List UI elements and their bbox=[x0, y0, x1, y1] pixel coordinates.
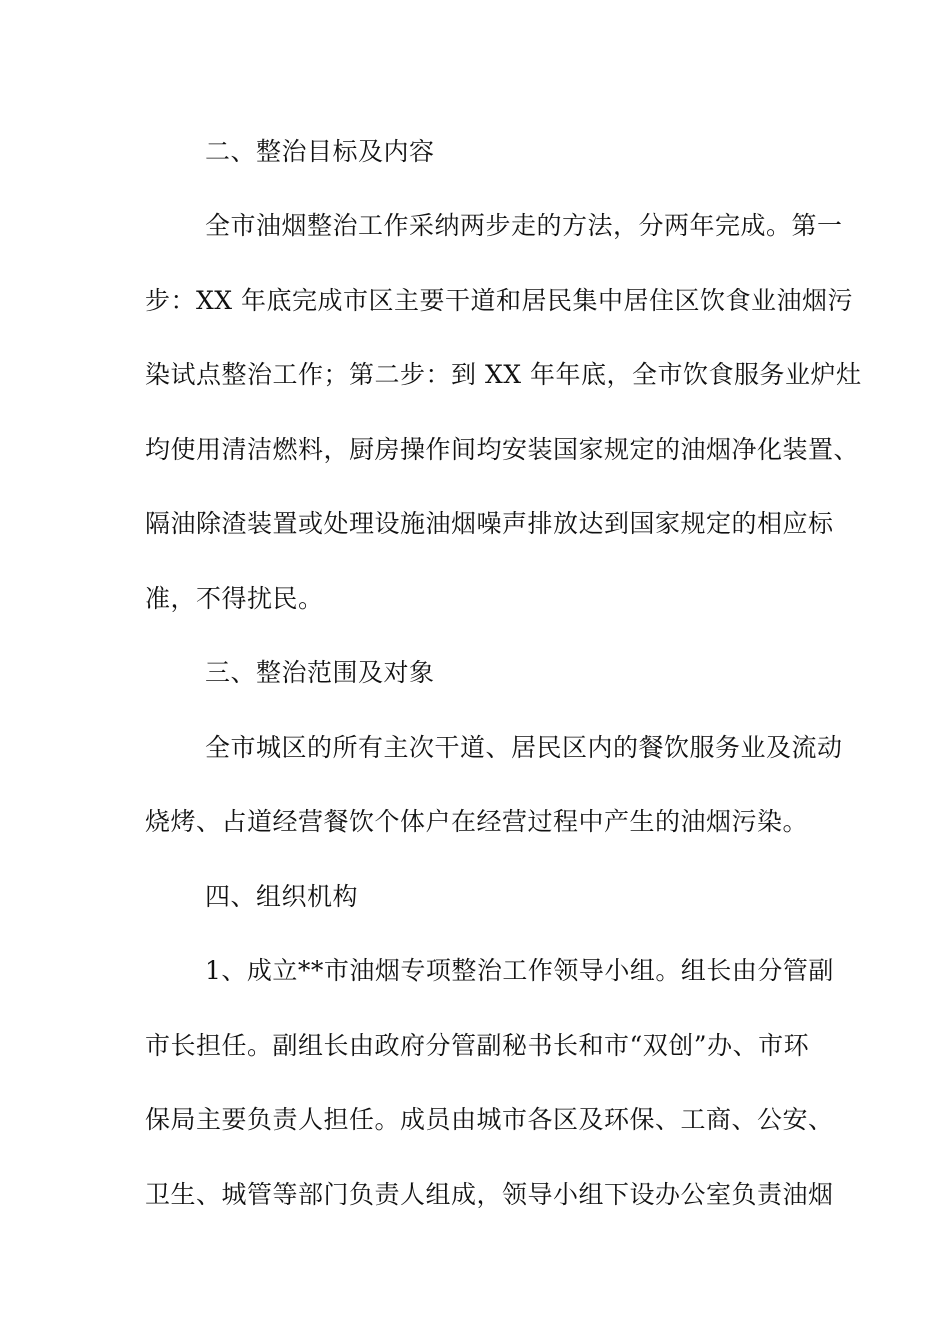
section-heading-3: 三、整治范围及对象 bbox=[205, 658, 435, 687]
paragraph-line: 步：XX 年底完成市区主要干道和居民集中居住区饮食业油烟污 bbox=[145, 286, 854, 315]
paragraph-line: 1、成立**市油烟专项整治工作领导小组。组长由分管副 bbox=[205, 956, 834, 985]
paragraph-line: 烧烤、占道经营餐饮个体户在经营过程中产生的油烟污染。 bbox=[145, 807, 809, 836]
paragraph-line: 保局主要负责人担任。成员由城市各区及环保、工商、公安、 bbox=[145, 1105, 834, 1134]
paragraph-line: 市长担任。副组长由政府分管副秘书长和市“双创”办、市环 bbox=[145, 1031, 810, 1060]
paragraph-line: 均使用清洁燃料，厨房操作间均安装国家规定的油烟净化装置、 bbox=[145, 435, 860, 464]
paragraph-line: 全市油烟整治工作采纳两步走的方法，分两年完成。第一 bbox=[205, 211, 843, 240]
paragraph-line: 隔油除渣装置或处理设施油烟噪声排放达到国家规定的相应标 bbox=[145, 509, 834, 538]
section-heading-4: 四、组织机构 bbox=[205, 882, 359, 911]
paragraph-line: 卫生、城管等部门负责人组成，领导小组下设办公室负责油烟 bbox=[145, 1180, 834, 1209]
section-heading-2: 二、整治目标及内容 bbox=[205, 137, 435, 166]
paragraph-line: 全市城区的所有主次干道、居民区内的餐饮服务业及流动 bbox=[205, 733, 843, 762]
paragraph-line: 染试点整治工作；第二步：到 XX 年年底，全市饮食服务业炉灶 bbox=[145, 360, 862, 389]
paragraph-line: 准，不得扰民。 bbox=[145, 584, 324, 613]
